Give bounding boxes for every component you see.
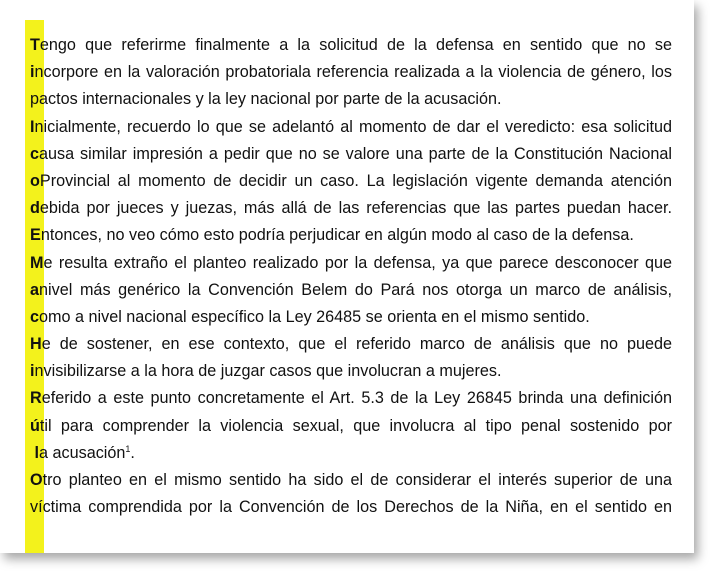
text-line — [30, 385, 672, 412]
text-line — [30, 250, 672, 277]
line-text: ebida por jueces y juezas, más allá de las referencias que las partes puedan hacer. — [39, 199, 672, 218]
text-line — [30, 86, 672, 113]
line-text: til para comprender la violencia sexual, que involucra al tipo penal sostenido por — [39, 416, 672, 435]
line-text: nivel más genérico la Convención Belem do Pará nos otorga un marco de análisis, — [39, 280, 672, 299]
line-initial: T — [30, 36, 40, 54]
line-initial: M — [30, 253, 44, 272]
text-line — [30, 59, 672, 86]
document-body — [30, 32, 672, 521]
line-text: eferido a este punto concretamente el Art. 5.3 de la Ley 26845 brinda una definición — [41, 389, 672, 408]
line-initial: ú — [30, 416, 40, 435]
line-initial: R — [30, 389, 42, 408]
line-initial: E — [30, 226, 41, 245]
line-text — [39, 440, 135, 467]
text-line — [30, 32, 672, 59]
footnote-marker[interactable]: 1 — [125, 443, 131, 454]
line-text: omo a nivel nacional específico la Ley 26485 se orienta en el mismo sentido. — [39, 307, 590, 326]
line-text: ausa similar impresión a pedir que no se valore una parte de la Constitución Nacional — [39, 144, 672, 163]
text-line — [30, 222, 672, 249]
line-initial: O — [30, 471, 43, 489]
text-line — [30, 304, 672, 331]
line-text: pactos internacionales y la ley nacional por parte de la acusación. — [30, 90, 502, 109]
line-initial: I — [30, 117, 35, 136]
line-text-tail: . — [130, 443, 135, 462]
line-initial: c — [30, 307, 40, 326]
text-line — [30, 114, 672, 141]
text-line — [30, 195, 672, 222]
text-line — [30, 141, 672, 168]
line-initial: i — [30, 362, 35, 381]
text-line — [30, 413, 672, 440]
text-line — [30, 358, 672, 385]
text-line — [30, 168, 672, 195]
line-text: nvisibilizarse a la hora de juzgar casos que involucran a mujeres. — [34, 362, 502, 381]
line-text: ncorpore en la valoración probatoriala referencia realizada a la violencia de género, los — [34, 63, 672, 82]
line-initial: l — [30, 443, 39, 462]
text-line — [30, 440, 672, 467]
line-initial: c — [30, 144, 40, 163]
line-text: víctima comprendida por la Convención de los Derechos de la Niña, en el sentido en — [30, 498, 672, 517]
line-text-main: a acusación — [39, 443, 126, 462]
line-text: ntonces, no veo cómo esto podría perjudicar en algún modo al caso de la defensa. — [40, 226, 634, 245]
line-text: e de sostener, en ese contexto, que el referido marco de análisis que no puede — [41, 335, 672, 354]
text-line — [30, 331, 672, 358]
text-line — [30, 467, 672, 494]
line-text: tro planteo en el mismo sentido ha sido el de considerar el interés superior de una — [42, 471, 672, 489]
line-text: Provincial al momento de decidir un caso. La legislación vigente demanda atención — [39, 171, 672, 190]
line-text: e resulta extraño el planteo realizado por la defensa, ya que parece desconocer que — [43, 253, 672, 272]
text-line — [30, 277, 672, 304]
line-initial: H — [30, 335, 42, 354]
line-initial: d — [30, 199, 40, 218]
line-initial: o — [30, 171, 40, 190]
text-line — [30, 494, 672, 521]
line-initial: a — [30, 280, 40, 299]
line-initial: i — [30, 63, 35, 82]
line-text: engo que referirme finalmente a la solicitud de la defensa en sentido que no se — [39, 36, 672, 54]
line-text: nicialmente, recuerdo lo que se adelantó al momento de dar el veredicto: esa solicitud — [34, 117, 672, 136]
